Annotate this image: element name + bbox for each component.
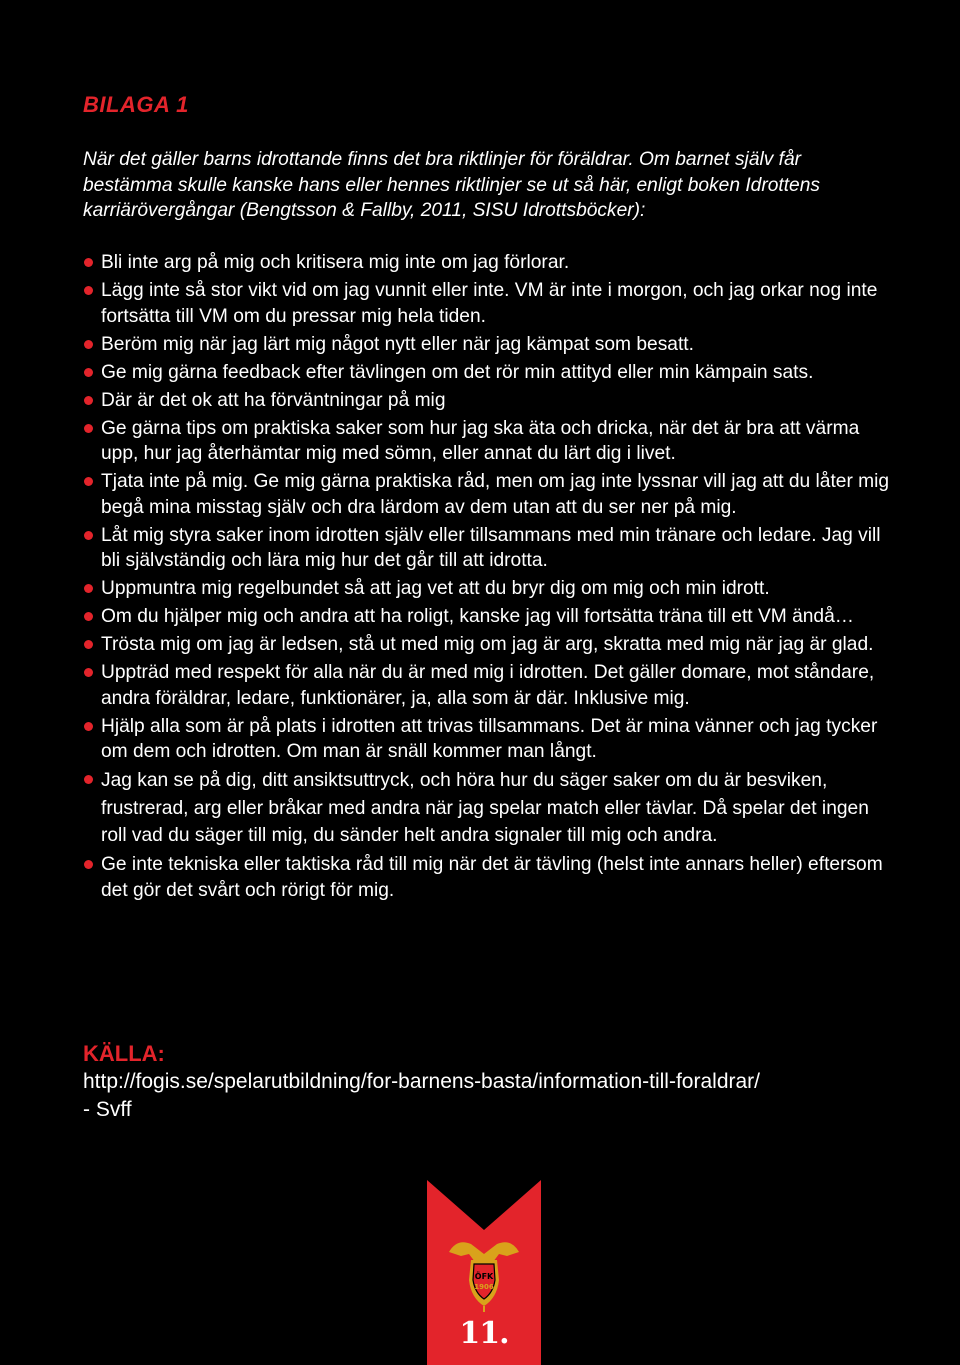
source-block xyxy=(83,1068,903,1124)
bullet-dot-icon xyxy=(84,584,93,593)
bullet-dot-icon xyxy=(84,258,93,267)
list-item-text: Låt mig styra saker inom idrotten själv eller tillsammans med min tränare och ledare. Jag vill bli självständig och lära mig hur det går till att idrotta. xyxy=(101,524,881,571)
list-item-text: Där är det ok att ha förväntningar på mig xyxy=(101,389,446,411)
list-item xyxy=(83,360,893,386)
bullet-dot-icon xyxy=(84,640,93,649)
list-item-text: Bli inte arg på mig och kritisera mig inte om jag förlorar. xyxy=(101,252,570,273)
list-item-text: Beröm mig när jag lärt mig något nytt eller när jag kämpat som besatt. xyxy=(101,333,694,355)
source-label: KÄLLA: xyxy=(83,1041,165,1066)
bullet-dot-icon xyxy=(84,668,93,677)
bullet-dot-icon xyxy=(84,368,93,377)
bullet-dot-icon xyxy=(84,531,93,540)
bullet-dot-icon xyxy=(84,340,93,349)
list-item xyxy=(83,660,893,711)
source-url: http://fogis.se/spelarutbildning/for-barnens-basta/information-till-foraldrar/ xyxy=(83,1070,760,1093)
page-number: 11. xyxy=(459,1316,509,1351)
list-item xyxy=(83,604,893,630)
source-credit: - Svff xyxy=(83,1098,132,1121)
bullet-dot-icon xyxy=(84,396,93,405)
list-item xyxy=(83,632,893,658)
list-item xyxy=(83,250,893,276)
list-item-text: Hjälp alla som är på plats i idrotten att trivas tillsammans. Det är mina vänner och jag tycker om dem och idrotten. Om man är snäll kommer man långt. xyxy=(101,715,878,762)
list-item-text: Uppträd med respekt för alla när du är med mig i idrotten. Det gäller domare, mot ståndare, andra föräldrar, ledare, funktionärer, ja, alla som är där. Inklusive mig. xyxy=(101,662,875,709)
list-item xyxy=(83,416,893,467)
list-item-text: Om du hjälper mig och andra att ha roligt, kanske jag vill fortsätta träna till ett VM ändå… xyxy=(101,606,854,627)
bullet-dot-icon xyxy=(84,612,93,621)
list-item-text: Ge gärna tips om praktiska saker som hur jag ska äta och dricka, när det är bra att värma upp, hur jag återhämtar mig med sömn, eller annat du lärt dig i livet. xyxy=(101,417,860,464)
list-item xyxy=(83,388,893,414)
list-item-text: Uppmuntra mig regelbundet så att jag vet att du bryr dig om mig och min idrott. xyxy=(101,578,770,599)
bullet-dot-icon xyxy=(84,860,93,869)
list-item xyxy=(83,852,893,903)
list-item xyxy=(83,469,893,520)
list-item xyxy=(83,332,893,358)
bullet-dot-icon xyxy=(84,775,93,784)
list-item xyxy=(83,714,893,765)
bullet-dot-icon xyxy=(84,477,93,486)
list-item xyxy=(83,523,893,574)
list-item-text: Jag kan se på dig, ditt ansiktsuttryck, och höra hur du säger saker om du är besviken, frustrerad, arg eller bråkar med andra när jag spelar match eller tävlar. Då spelar det ingen roll vad du säger till mig, du sänder helt andra signaler till mig och andra. xyxy=(101,770,869,846)
bullet-dot-icon xyxy=(84,424,93,433)
guideline-list xyxy=(83,250,893,906)
list-item-text: Trösta mig om jag är ledsen, stå ut med mig om jag är arg, skratta med mig när jag är glad. xyxy=(101,634,874,655)
list-item-text: Lägg inte så stor vikt vid om jag vunnit eller inte. VM är inte i morgon, och jag orkar nog inte fortsätta till VM om du pressar mig hela tiden. xyxy=(101,280,878,327)
crest-letters: ÖFK xyxy=(474,1272,494,1281)
list-item xyxy=(83,767,893,850)
bullet-dot-icon xyxy=(84,722,93,731)
list-item xyxy=(83,278,893,329)
bullet-dot-icon xyxy=(84,286,93,295)
intro-paragraph: När det gäller barns idrottande finns det bra riktlinjer för föräldrar. Om barnet själv får bestämma skulle kanske hans eller hennes riktlinjer se ut så här, enligt boken Idrottens karriärövergångar (Bengtsson & Fallby, 2011, SISU Idrottsböcker): xyxy=(83,149,820,221)
page-heading: BILAGA 1 xyxy=(83,92,189,117)
list-item-text: Tjata inte på mig. Ge mig gärna praktiska råd, men om jag inte lyssnar vill jag att du låter mig begå mina misstag själv och dra lärdom av dem utan att du ser ner på mig. xyxy=(101,471,890,518)
list-item-text: Ge mig gärna feedback efter tävlingen om det rör min attityd eller min kämpain sats. xyxy=(101,361,814,383)
list-item-text: Ge inte tekniska eller taktiska råd till mig när det är tävling (helst inte annars heller) eftersom det gör det svårt och rörigt för mig. xyxy=(101,854,883,901)
crest-year: 1906 xyxy=(474,1283,494,1291)
list-item xyxy=(83,576,893,602)
